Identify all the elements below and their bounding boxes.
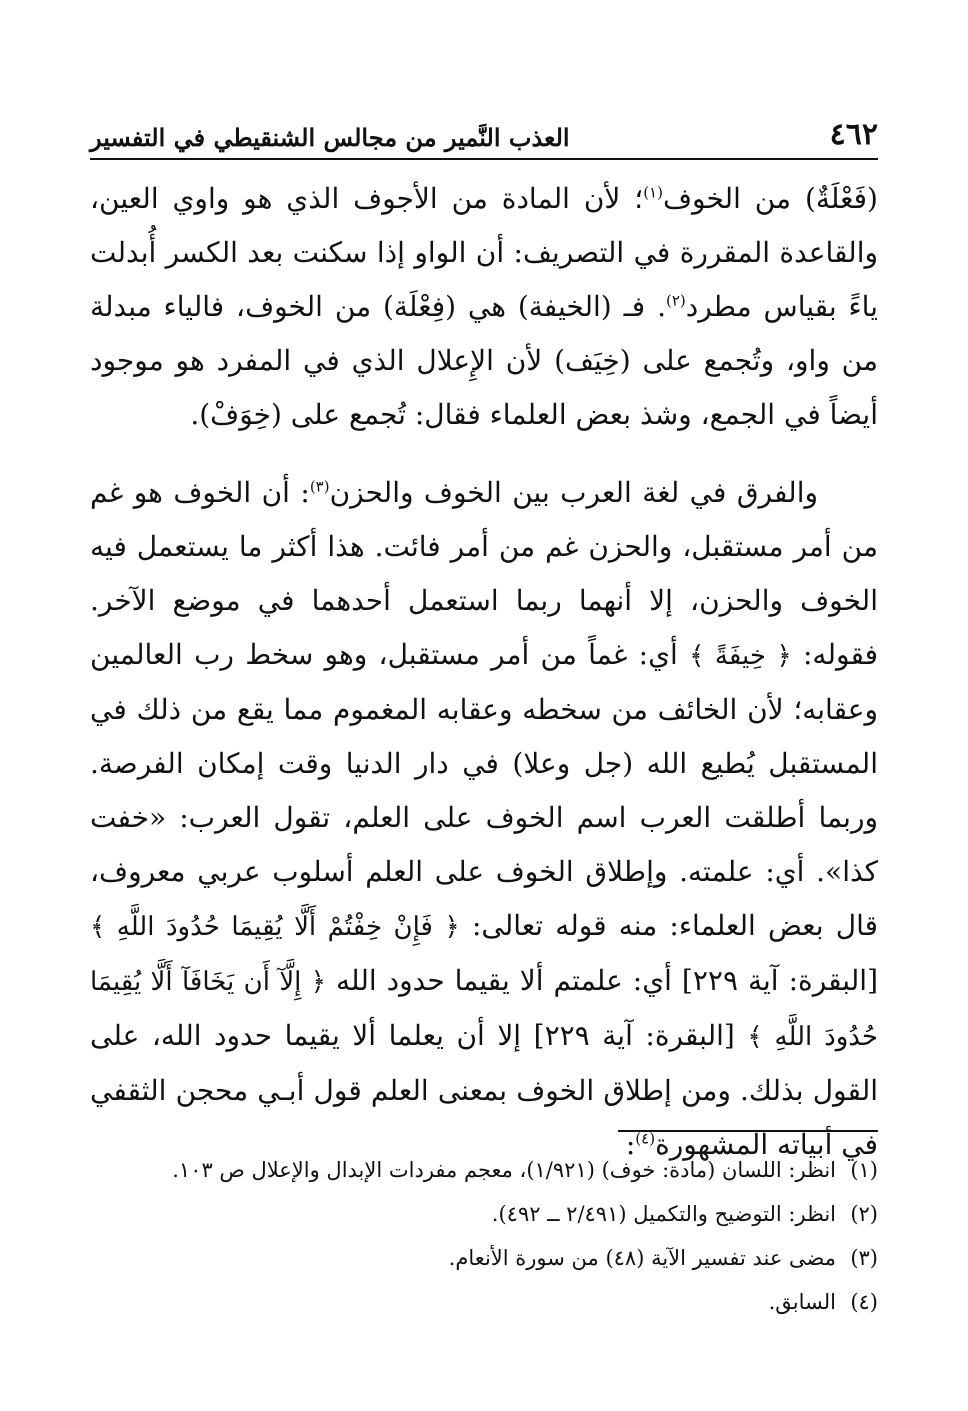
footnote-item [90,1236,878,1280]
footnote-item [90,1280,878,1324]
text-span: : [625,1128,636,1161]
footnote-number: (١) [850,1158,878,1182]
paragraph-2 [90,466,878,1172]
footnote-item [90,1192,878,1236]
paragraph-1 [90,172,878,442]
footnote-text: السابق. [768,1290,836,1314]
text-span: والفرق في لغة العرب بين الخوف والحزن [329,476,818,509]
footnote-ref-2: (٢) [665,291,686,310]
text-span: . فـ (الخيفة) هي (فِعْلَة) من الخوف، فالياء مبدلة من واو، وتُجمع على (خِيَف) لأن الإِعلال الذي في المفرد هو موجود أيضاً في الجمع، وشذ بعض العلماء فقال: تُجمع على (خِوَفْ). [90,290,878,431]
text-span: : أن الخوف هو غم من أمر مستقبل، والحزن غم من أمر فائت. هذا أكثر ما يستعمل فيه الخوف والحزن، إلا أنهما ربما استعمل أحدهما في موضع الآخر. فقوله: [90,476,878,671]
page-header [90,108,878,160]
footnote-number: (٢) [850,1202,878,1226]
quran-quote: ﴿ فَإِنْ خِفْتُمْ أَلَّا يُقِيمَا حُدُودَ اللَّهِ ﴾ [90,912,460,942]
footnote-text: انظر: التوضيح والتكميل (٢/٤٩١ ــ ٤٩٢). [491,1202,836,1226]
quran-quote: ﴿ إِلَّآ أَن يَخَافَآ أَلَّا يُقِيمَا حُدُودَ اللَّهِ ﴾ [90,967,878,1052]
footnote-number: (٣) [850,1246,878,1270]
text-span: أي: غماً من أمر مستقبل، وهو سخط رب العالمين وعقابه؛ لأن الخائف من سخطه وعقابه المغموم مما يقع من ذلك في المستقبل يُطيع الله (جل وعلا) في دار الدنيا وقت إمكان الفرصة. وربما أطلقت العرب اسم الخوف على العلم، تقول العرب: «خفت كذا». أي: علمته. وإطلاق الخوف على العلم أسلوب عربي معروف، قال بعض العلماء: منه قوله تعالى: [90,638,878,942]
footnote-separator [618,1130,878,1132]
running-title: العذب النَّمير من مجالس الشنقيطي في التفسير [90,123,570,152]
footnote-text: انظر: اللسان (مادة: خوف) (١/٩٢١)، معجم مفردات الإبدال والإعلال ص ١٠٣. [172,1158,836,1182]
footnotes-list [90,1148,878,1324]
footnote-ref-3: (٣) [309,477,330,496]
footnote-item [90,1148,878,1192]
quran-quote: ﴿ خِيفَةً ﴾ [689,641,792,671]
main-text [90,172,878,1172]
text-span: (فَعْلَةٌ) من الخوف [662,182,878,215]
page-number: ٤٦٢ [829,117,878,152]
footnote-text: مضى عند تفسير الآية (٤٨) من سورة الأنعام. [448,1246,836,1270]
footnote-ref-1: (١) [643,183,663,202]
text-span: [البقرة: آية ٢٢٩] أي: علمتم ألا يقيما حدود الله [336,964,878,997]
footnote-ref-4: (٤) [635,1129,656,1148]
text-span: ؛ لأن المادة من الأجوف الذي هو واوي العين، والقاعدة المقررة في التصريف: أن الواو إذا سكنت بعد الكسر أُبدلت ياءً بقياس مطرد [90,182,878,323]
text-span: [البقرة: آية ٢٢٩] إلا أن يعلما ألا يقيما حدود الله، على القول بذلك. ومن إطلاق الخوف بمعنى العلم قول أبـي محجن الثقفي في أبياته المشهورة [90,1019,878,1161]
footnote-number: (٤) [850,1290,878,1314]
